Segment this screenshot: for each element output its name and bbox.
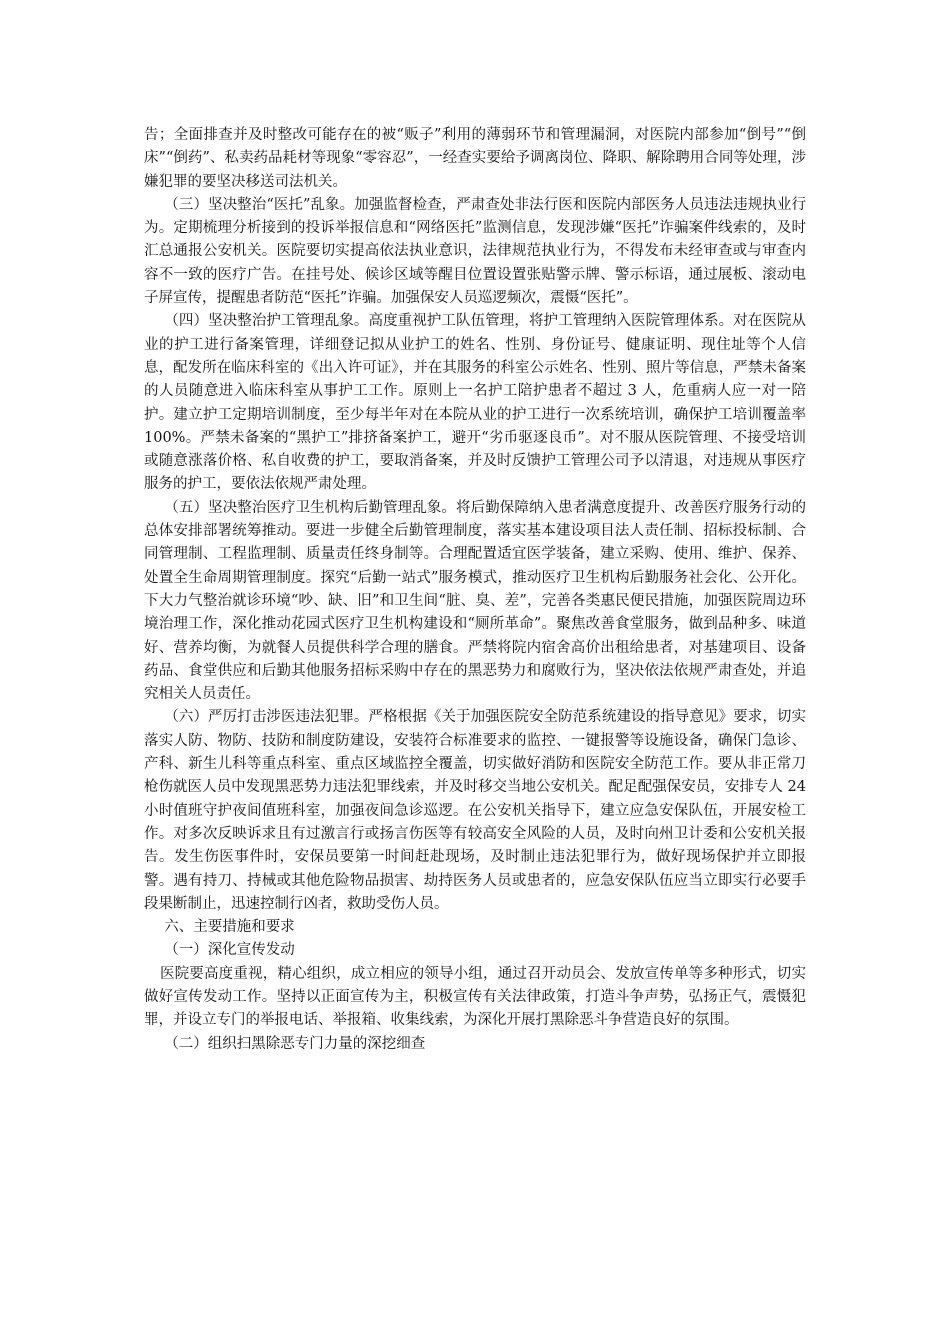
document-page	[144, 124, 806, 1056]
subheading-1: （一）深化宣传发动	[164, 942, 295, 959]
paragraph-section-4: （四）坚决整治护工管理乱象。高度重视护工队伍管理，将护工管理纳入医院管理体系。对在医院从业的护工进行备案管理，详细登记拟从业护工的姓名、性别、身份证号、健康证明、现住址等个人信息，配发所在临床科室的《出入许可证》，并在其服务的科室公示姓名、性别、照片等信息，严禁未备案的人员随意进入临床科室从事护工工作。原则上一名护工陪护患者不超过 3 人，危重病人应一对一陪护。建立护工定期培训制度，至少每半年对在本院从业的护工进行一次系统培训，确保护工培训覆盖率 100%。严禁未备案的“黑护工”排挤备案护工，避开“劣币驱逐良币”。对不服从医院管理、不接受培训或随意涨落价格、私自收费的护工，要取消备案，并及时反馈护工管理公司予以清退，对违规从事医疗服务的护工，要依法依规严肃处理。	[144, 313, 806, 493]
paragraph-section-5: （五）坚决整治医疗卫生机构后勤管理乱象。将后勤保障纳入患者满意度提升、改善医疗服务行动的总体安排部署统筹推动。要进一步健全后勤管理制度，落实基本建设项目法人责任制、招标投标制、合同管理制、工程监理制、质量责任终身制等。合理配置适宜医学装备，建立采购、使用、维护、保养、处置全生命周期管理制度。探究“后勤一站式”服务模式，推动医疗卫生机构后勤服务社会化、公开化。下大力气整治就诊环境“吵、缺、旧”和卫生间“脏、臭、差”，完善各类惠民便民措施，加强医院周边环境治理工作，深化推动花园式医疗卫生机构建设和“厕所革命”。聚焦改善食堂服务，做到品种多、味道好、营养均衡，为就餐人员提供科学合理的膳食。严禁将院内宿舍高价出租给患者，对基建项目、设备药品、食堂供应和后勤其他服务招标采购中存在的黑恶势力和腐败行为，坚决依法依规严肃查处，并追究相关人员责任。	[144, 499, 806, 703]
paragraph-section-3: （三）坚决整治“医托”乱象。加强监督检查，严肃查处非法行医和医院内部医务人员违法违规执业行为。定期梳理分析接到的投诉举报信息和“网络医托”监测信息，发现涉嫌“医托”诈骗案件线索的，及时汇总通报公安机关。医院要切实提高依法执业意识，法律规范执业行为，不得发布未经审查或与审查内容不一致的医疗广告。在挂号处、候诊区域等醒目位置设置张贴警示牌、警示标语，通过展板、滚动电子屏宣传，提醒患者防范“医托”诈骗。加强保安人员巡逻频次，震慑“医托”。	[144, 196, 806, 307]
paragraph-publicity: 医院要高度重视，精心组织，成立相应的领导小组，通过召开动员会、发放宣传单等多种形式，切实做好宣传发动工作。坚持以正面宣传为主，积极宣传有关法律政策，打造斗争声势，弘扬正气，震慑犯罪，并设立专门的举报电话、举报箱、收集线索，为深化开展打黑除恶斗争营造良好的氛围。	[144, 965, 806, 1029]
paragraph-intro: 告；全面排查并及时整改可能存在的被“贩子”利用的薄弱环节和管理漏洞，对医院内部参加“倒号”“倒床”“倒药”、私卖药品耗材等现象“零容忍”，一经查实要给予调离岗位、降职、解除聘用合同等处理，涉嫌犯罪的要坚决移送司法机关。	[144, 127, 806, 190]
subheading-2: （二）组织扫黑除恶专门力量的深挖细查	[164, 1035, 426, 1052]
section-heading-6: 六、主要措施和要求	[164, 919, 295, 936]
paragraph-section-6: （六）严厉打击涉医违法犯罪。严格根据《关于加强医院安全防范系统建设的指导意见》要求，切实落实人防、物防、技防和制度防建设，安装符合标准要求的监控、一键报警等设施设备，确保门急诊、产科、新生儿科等重点科室、重点区域监控全覆盖，切实做好消防和医院安全防范工作。要从非正常刀枪伤就医人员中发现黑恶势力违法犯罪线索，并及时移交当地公安机关。配足配强保安员，安排专人 24 小时值班守护夜间值班科室，加强夜间急诊巡逻。在公安机关指导下，建立应急安保队伍，开展安检工作。对多次反映诉求且有过激言行或扬言伤医等有较高安全风险的人员，及时向州卫计委和公安机关报告。发生伤医事件时，安保员要第一时间赶赴现场，及时制止违法犯罪行为，做好现场保护并立即报警。遇有持刀、持械或其他危险物品损害、劫持医务人员或患者的，应急安保队伍应当立即实行必要手段果断制止，迅速控制行凶者，救助受伤人员。	[144, 709, 806, 912]
